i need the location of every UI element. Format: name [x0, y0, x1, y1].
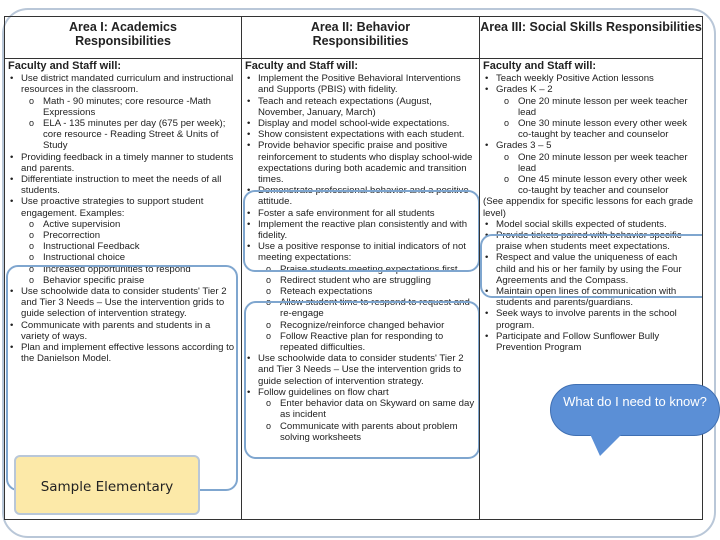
social-skills-list-a [483, 73, 699, 196]
list-item-text: Implement the Positive Behavioral Interventions and Supports (PBIS) with fidelity. [258, 73, 461, 96]
list-item-text: Grades K – 2 [496, 84, 553, 96]
list-item-text: Show consistent expectations with each student. [258, 129, 465, 141]
list-item [21, 174, 238, 196]
sub-list-item: o Precorrection [43, 230, 238, 241]
sub-list-item: o Increased opportunities to respond [43, 264, 238, 275]
list-item [258, 241, 476, 353]
list-item [258, 129, 476, 140]
behavior-cell [242, 59, 480, 520]
list-item-text: Follow guidelines on flow chart [258, 386, 389, 398]
list-item [496, 252, 699, 286]
list-item [496, 140, 699, 196]
list-item-text: Teach weekly Positive Action lessons [496, 73, 654, 85]
list-item [496, 73, 699, 84]
list-item-text: Grades 3 – 5 [496, 140, 552, 152]
sub-list-item: o Enter behavior data on Skyward on same day as incident [280, 398, 476, 420]
list-item-text: Seek ways to involve parents in the school program. [496, 308, 677, 331]
behavior-list [245, 73, 476, 443]
sub-list [496, 96, 699, 141]
callout-tail [590, 434, 622, 456]
list-item-text: Demonstrate professional behavior and a positive attitude. [258, 185, 469, 208]
sub-list-item: o Communicate with parents about problem solving worksheets [280, 421, 476, 443]
sub-list-item: o ELA - 135 minutes per day (675 per week); core resource - Reading Street & Units of Study [43, 118, 238, 152]
sub-list-item: o Reteach expectations [280, 286, 476, 297]
list-item-text: Implement the reactive plan consistently and with fidelity. [258, 218, 468, 242]
appendix-note: (See appendix for specific lessons for each grade level) [483, 196, 694, 219]
list-item-text: Model social skills expected of students. [496, 218, 667, 230]
list-item-text: Display and model school-wide expectations. [258, 118, 450, 130]
list-item-text: Maintain open lines of communication with students and parents/guardians. [496, 286, 677, 309]
list-item [258, 73, 476, 95]
sub-list-item: o One 20 minute lesson per week teacher lead [518, 152, 699, 174]
academics-cell [5, 59, 242, 520]
sub-list [21, 219, 238, 286]
sub-list-item: o Math - 90 minutes; core resource -Math Expressions [43, 96, 238, 118]
list-item [496, 84, 699, 140]
list-item-text: Provide behavior specific praise and positive reinforcement to students who display school-wide expectations during both academic and transition times. [258, 140, 473, 186]
list-item-text: Providing feedback in a timely manner to students and parents. [21, 151, 234, 174]
list-item-text: Use schoolwide data to consider students' Tier 2 and Tier 3 Needs – Use the intervention grids to guide selection of intervention strategy. [21, 286, 227, 320]
list-item-text: Use proactive strategies to support student engagement. Examples: [21, 196, 204, 219]
sub-list-item: o Allow student time to respond to request and re-engage [280, 297, 476, 319]
list-item-text: Use a positive response to initial indicators of not meeting expectations: [258, 241, 466, 264]
header-social-skills: Area III: Social Skills Responsibilities [480, 17, 703, 59]
list-item-text: Teach and reteach expectations (August, November, January, March) [258, 95, 432, 118]
list-item-text: Use district mandated curriculum and instructional resources in the classroom. [21, 73, 234, 96]
sub-list-item: o One 30 minute lesson every other week co-taught by teacher and counselor [518, 118, 699, 140]
sub-list-item: o Recognize/reinforce changed behavior [280, 320, 476, 331]
list-item [258, 208, 476, 219]
sub-list-item: o Instructional Feedback [43, 241, 238, 252]
list-item [258, 185, 476, 207]
social-skills-list-b [483, 219, 699, 353]
list-item-text: Foster a safe environment for all students [258, 207, 435, 219]
list-item-text: Differentiate instruction to meet the needs of all students. [21, 174, 222, 197]
sub-list-item: o Instructional choice [43, 252, 238, 263]
sub-list-item: o Praise students meeting expectations first [280, 264, 476, 275]
sub-list-item: o One 20 minute lesson per week teacher lead [518, 96, 699, 118]
list-item [258, 219, 476, 241]
list-item [21, 286, 238, 320]
list-item [21, 152, 238, 174]
list-item [496, 219, 699, 230]
list-item-text: Communicate with parents and students in a variety of ways. [21, 319, 211, 342]
sub-list-item: o One 45 minute lesson every other week co-taught by teacher and counselor [518, 174, 699, 196]
list-item [258, 353, 476, 387]
sub-list [496, 152, 699, 197]
list-item [258, 140, 476, 185]
staff-title: Faculty and Staff will: [483, 60, 597, 72]
sub-list-item: o Redirect student who are struggling [280, 275, 476, 286]
staff-title: Faculty and Staff will: [245, 60, 359, 72]
list-item [496, 286, 699, 308]
sub-list [258, 264, 476, 354]
staff-title: Faculty and Staff will: [8, 60, 122, 72]
list-item [21, 196, 238, 286]
list-item [496, 308, 699, 330]
sub-list [258, 398, 476, 443]
school-label: Sample Elementary [14, 455, 200, 515]
sub-list-item: o Follow Reactive plan for responding to repeated difficulties. [280, 331, 476, 353]
callout-bubble: What do I need to know? [550, 384, 720, 436]
list-item [496, 331, 699, 353]
list-item [258, 96, 476, 118]
list-item-text: Participate and Follow Sunflower Bully Prevention Program [496, 330, 660, 354]
list-item-text: Use schoolwide data to consider students' Tier 2 and Tier 3 Needs – Use the intervention grids to guide selection of intervention strategy. [258, 353, 464, 387]
list-item [21, 320, 238, 342]
list-item [21, 342, 238, 364]
academics-list [8, 73, 238, 364]
sub-list-item: o Behavior specific praise [43, 275, 238, 286]
sub-list [21, 96, 238, 152]
sub-list-item: o Active supervision [43, 219, 238, 230]
list-item [496, 230, 699, 252]
list-item-text: Plan and implement effective lessons according to the Danielson Model. [21, 342, 235, 365]
header-behavior: Area II: Behavior Responsibilities [242, 17, 480, 59]
list-item-text: Respect and value the uniqueness of each child and his or her family by using the Four Agreements and the Compass. [496, 252, 682, 286]
list-item [258, 387, 476, 443]
list-item-text: Provide tickets paired with behavior specific praise when students meet expectations. [496, 230, 682, 253]
header-academics: Area I: Academics Responsibilities [5, 17, 242, 59]
list-item [21, 73, 238, 151]
list-item [258, 118, 476, 129]
